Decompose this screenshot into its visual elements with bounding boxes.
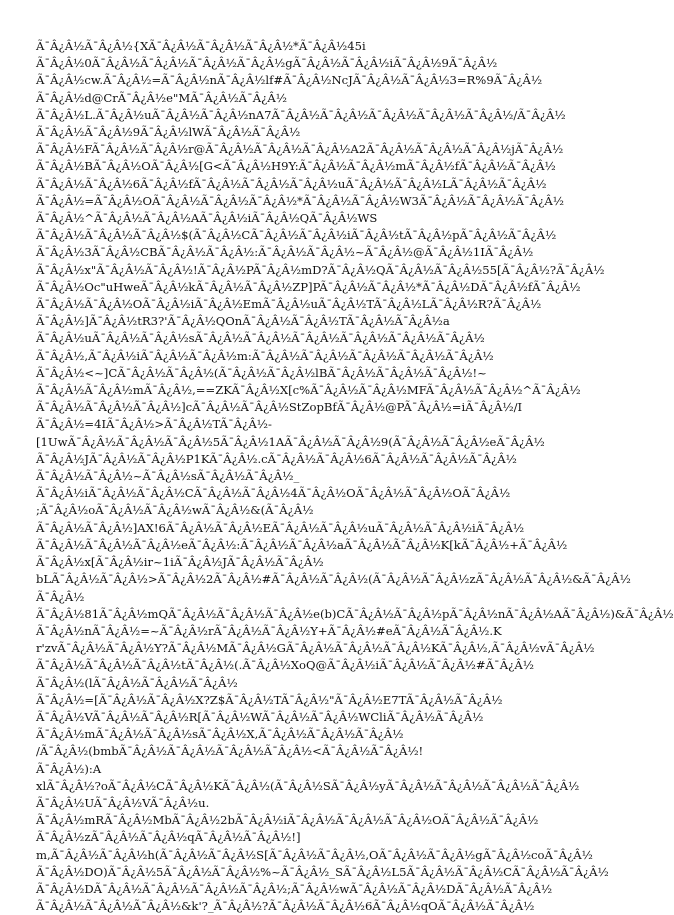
text-line: Ã¯Â¿Â½FÃ¯Â¿Â½Ã¯Â¿Â½r@Ã¯Â¿Â½Ã¯Â¿Â½Ã¯Â¿Â½A2Ã¯Â¿Â½Ã¯Â¿Â½Ã¯Â¿Â½jÃ¯Â¿Â½ — [36, 142, 564, 157]
text-line: Ã¯Â¿Â½<~]CÃ¯Â¿Â½Ã¯Â¿Â½(Ã¯Â¿Â½Ã¯Â¿Â½lBÃ¯Â¿Â½Ã¯Â¿Â½Ã¯Â¿Â½!~ — [36, 365, 487, 380]
text-line: Ã¯Â¿Â½=[Ã¯Â¿Â½Ã¯Â¿Â½X?Z$Ã¯Â¿Â½TÃ¯Â¿Â½"Ã¯Â¿Â½E7TÃ¯Â¿Â½Ã¯Â¿Â½ — [36, 692, 503, 707]
text-line: Ã¯Â¿Â½ — [36, 589, 85, 604]
text-line: Ã¯Â¿Â½3Ã¯Â¿Â½CBÃ¯Â¿Â½Ã¯Â¿Â½:Ã¯Â¿Â½Ã¯Â¿Â½~Ã¯Â¿Â½@Ã¯Â¿Â½1IÃ¯Â¿Â½ — [36, 245, 534, 260]
text-line: Ã¯Â¿Â½^Ã¯Â¿Â½Ã¯Â¿Â½AÃ¯Â¿Â½iÃ¯Â¿Â½QÃ¯Â¿Â½WS — [36, 211, 378, 226]
text-line: bLÃ¯Â¿Â½Ã¯Â¿Â½>Ã¯Â¿Â½2Ã¯Â¿Â½#Ã¯Â¿Â½Ã¯Â¿Â½(Ã¯Â¿Â½Ã¯Â¿Â½zÃ¯Â¿Â½Ã¯Â¿Â½&Ã¯Â¿Â½ — [36, 572, 631, 587]
text-line: Ã¯Â¿Â½Ã¯Â¿Â½Ã¯Â¿Â½]cÃ¯Â¿Â½Ã¯Â¿Â½StZopBfÃ¯Â¿Â½@PÃ¯Â¿Â½=iÃ¯Â¿Â½/I — [36, 400, 523, 415]
text-line: Ã¯Â¿Â½x"Ã¯Â¿Â½Ã¯Â¿Â½!Ã¯Â¿Â½PÃ¯Â¿Â½mD?Ã¯Â¿Â½QÃ¯Â¿Â½Ã¯Â¿Â½55[Ã¯Â¿Â½?Ã¯Â¿Â½ — [36, 262, 605, 277]
text-line: Ã¯Â¿Â½uÃ¯Â¿Â½Ã¯Â¿Â½sÃ¯Â¿Â½Ã¯Â¿Â½Ã¯Â¿Â½Ã¯Â¿Â½Ã¯Â¿Â½Ã¯Â¿Â½ — [36, 331, 485, 346]
text-line: Ã¯Â¿Â½=4IÃ¯Â¿Â½>Ã¯Â¿Â½TÃ¯Â¿Â½- — [36, 417, 272, 432]
text-line: [1UwÃ¯Â¿Â½Ã¯Â¿Â½Ã¯Â¿Â½5Ã¯Â¿Â½1AÃ¯Â¿Â½Ã¯Â¿Â½9(Ã¯Â¿Â½Ã¯Â¿Â½eÃ¯Â¿Â½ — [36, 434, 545, 449]
text-line: Ã¯Â¿Â½DÃ¯Â¿Â½Ã¯Â¿Â½Ã¯Â¿Â½Ã¯Â¿Â½;Ã¯Â¿Â½wÃ¯Â¿Â½Ã¯Â¿Â½DÃ¯Â¿Â½Ã¯Â¿Â½ — [36, 881, 553, 896]
text-line: Ã¯Â¿Â½Ã¯Â¿Â½Ã¯Â¿Â½&k'?_Ã¯Â¿Â½?Ã¯Â¿Â½Ã¯Â¿Â½6Ã¯Â¿Â½qOÃ¯Â¿Â½Ã¯Â¿Â½ — [36, 899, 535, 914]
text-line: Ã¯Â¿Â½JÃ¯Â¿Â½Ã¯Â¿Â½P1KÃ¯Â¿Â½.cÃ¯Â¿Â½Ã¯Â¿Â½6Ã¯Â¿Â½Ã¯Â¿Â½Ã¯Â¿Â½ — [36, 451, 517, 466]
text-line: Ã¯Â¿Â½d@CrÃ¯Â¿Â½e"MÃ¯Â¿Â½Ã¯Â¿Â½ — [36, 90, 287, 105]
text-line: Ã¯Â¿Â½Ã¯Â¿Â½OÃ¯Â¿Â½iÃ¯Â¿Â½EmÃ¯Â¿Â½uÃ¯Â¿Â½TÃ¯Â¿Â½LÃ¯Â¿Â½R?Ã¯Â¿Â½ — [36, 297, 542, 312]
text-line: Ã¯Â¿Â½nÃ¯Â¿Â½=~Ã¯Â¿Â½rÃ¯Â¿Â½Ã¯Â¿Â½Y+Ã¯Â¿Â½#eÃ¯Â¿Â½Ã¯Â¿Â½.K — [36, 623, 502, 638]
text-line: Ã¯Â¿Â½mÃ¯Â¿Â½Ã¯Â¿Â½sÃ¯Â¿Â½X,Ã¯Â¿Â½Ã¯Â¿Â½Ã¯Â¿Â½ — [36, 727, 404, 742]
text-line: Ã¯Â¿Â½VÃ¯Â¿Â½Ã¯Â¿Â½R[Ã¯Â¿Â½WÃ¯Â¿Â½Ã¯Â¿Â½WCliÃ¯Â¿Â½Ã¯Â¿Â½ — [36, 709, 484, 724]
text-line: Ã¯Â¿Â½0Ã¯Â¿Â½Ã¯Â¿Â½Ã¯Â¿Â½Ã¯Â¿Â½gÃ¯Â¿Â½Ã¯Â¿Â½iÃ¯Â¿Â½9Ã¯Â¿Â½ — [36, 56, 498, 71]
text-line: Ã¯Â¿Â½Ã¯Â¿Â½{XÃ¯Â¿Â½Ã¯Â¿Â½Ã¯Â¿Â½*Ã¯Â¿Â½45i — [36, 39, 366, 53]
text-line: Ã¯Â¿Â½):A — [36, 761, 102, 776]
document-body — [36, 38, 674, 915]
text-line: Ã¯Â¿Â½iÃ¯Â¿Â½Ã¯Â¿Â½CÃ¯Â¿Â½Ã¯Â¿Â½4Ã¯Â¿Â½OÃ¯Â¿Â½Ã¯Â¿Â½OÃ¯Â¿Â½ — [36, 486, 511, 501]
text-line: Ã¯Â¿Â½Ã¯Â¿Â½Ã¯Â¿Â½tÃ¯Â¿Â½(.Ã¯Â¿Â½XoQ@Ã¯Â¿Â½iÃ¯Â¿Â½Ã¯Â¿Â½#Ã¯Â¿Â½ — [36, 658, 534, 673]
text-line: Ã¯Â¿Â½L.Ã¯Â¿Â½uÃ¯Â¿Â½Ã¯Â¿Â½nA7Ã¯Â¿Â½Ã¯Â¿Â½Ã¯Â¿Â½Ã¯Â¿Â½Ã¯Â¿Â½/Ã¯Â¿Â½ — [36, 107, 566, 122]
text-line: Ã¯Â¿Â½=Ã¯Â¿Â½OÃ¯Â¿Â½Ã¯Â¿Â½Ã¯Â¿Â½*Ã¯Â¿Â½Ã¯Â¿Â½W3Ã¯Â¿Â½Ã¯Â¿Â½Ã¯Â¿Â½ — [36, 193, 564, 208]
text-line: Ã¯Â¿Â½Ã¯Â¿Â½Ã¯Â¿Â½eÃ¯Â¿Â½:Ã¯Â¿Â½Ã¯Â¿Â½aÃ¯Â¿Â½Ã¯Â¿Â½K[kÃ¯Â¿Â½+Ã¯Â¿Â½ — [36, 537, 568, 552]
text-line: Ã¯Â¿Â½]Ã¯Â¿Â½tR3?'Ã¯Â¿Â½QOnÃ¯Â¿Â½Ã¯Â¿Â½TÃ¯Â¿Â½Ã¯Â¿Â½a — [36, 314, 450, 329]
text-line: Ã¯Â¿Â½cw.Ã¯Â¿Â½=Ã¯Â¿Â½nÃ¯Â¿Â½lf#Ã¯Â¿Â½NcJÃ¯Â¿Â½Ã¯Â¿Â½3=R%9Ã¯Â¿Â½ — [36, 73, 543, 88]
text-line: Ã¯Â¿Â½Ã¯Â¿Â½9Ã¯Â¿Â½lWÃ¯Â¿Â½Ã¯Â¿Â½ — [36, 125, 301, 140]
text-line: Ã¯Â¿Â½,Ã¯Â¿Â½iÃ¯Â¿Â½Ã¯Â¿Â½m:Ã¯Â¿Â½Ã¯Â¿Â½Ã¯Â¿Â½Ã¯Â¿Â½Ã¯Â¿Â½ — [36, 348, 494, 363]
text-line: Ã¯Â¿Â½UÃ¯Â¿Â½VÃ¯Â¿Â½u. — [36, 795, 210, 810]
text-line: r'zvÃ¯Â¿Â½Ã¯Â¿Â½Y?Ã¯Â¿Â½MÃ¯Â¿Â½GÃ¯Â¿Â½Ã¯Â¿Â½Ã¯Â¿Â½KÃ¯Â¿Â½,Ã¯Â¿Â½vÃ¯Â¿Â½ — [36, 641, 595, 656]
text-line: Ã¯Â¿Â½x[Ã¯Â¿Â½ir~1iÃ¯Â¿Â½JÃ¯Â¿Â½Ã¯Â¿Â½ — [36, 555, 324, 570]
text-line: Ã¯Â¿Â½DO)Ã¯Â¿Â½5Ã¯Â¿Â½Ã¯Â¿Â½%~Ã¯Â¿Â½_SÃ¯Â¿Â½L5Ã¯Â¿Â½Ã¯Â¿Â½CÃ¯Â¿Â½Ã¯Â¿Â½ — [36, 864, 609, 879]
text-line: xlÃ¯Â¿Â½?oÃ¯Â¿Â½CÃ¯Â¿Â½KÃ¯Â¿Â½(Ã¯Â¿Â½SÃ¯Â¿Â½yÃ¯Â¿Â½Ã¯Â¿Â½Ã¯Â¿Â½Ã¯Â¿Â½ — [36, 778, 580, 793]
text-line: /Ã¯Â¿Â½(bmbÃ¯Â¿Â½Ã¯Â¿Â½Ã¯Â¿Â½Ã¯Â¿Â½<Ã¯Â¿Â½Ã¯Â¿Â½! — [36, 744, 424, 759]
text-line: Ã¯Â¿Â½Ã¯Â¿Â½~Ã¯Â¿Â½sÃ¯Â¿Â½Ã¯Â¿Â½_ — [36, 469, 300, 484]
text-line: Ã¯Â¿Â½(lÃ¯Â¿Â½Ã¯Â¿Â½Ã¯Â¿Â½ — [36, 675, 238, 690]
text-line: Ã¯Â¿Â½mRÃ¯Â¿Â½MbÃ¯Â¿Â½2bÃ¯Â¿Â½iÃ¯Â¿Â½Ã¯Â¿Â½Ã¯Â¿Â½OÃ¯Â¿Â½Ã¯Â¿Â½ — [36, 813, 539, 828]
text-line: m,Ã¯Â¿Â½Ã¯Â¿Â½h(Ã¯Â¿Â½Ã¯Â¿Â½S[Ã¯Â¿Â½Ã¯Â¿Â½,OÃ¯Â¿Â½Ã¯Â¿Â½gÃ¯Â¿Â½coÃ¯Â¿Â½ — [36, 847, 593, 862]
text-line: Ã¯Â¿Â½Ã¯Â¿Â½6Ã¯Â¿Â½fÃ¯Â¿Â½Ã¯Â¿Â½Ã¯Â¿Â½uÃ¯Â¿Â½Ã¯Â¿Â½LÃ¯Â¿Â½Ã¯Â¿Â½ — [36, 176, 547, 191]
text-line: Ã¯Â¿Â½BÃ¯Â¿Â½OÃ¯Â¿Â½[G<Ã¯Â¿Â½H9Y:Ã¯Â¿Â½Ã¯Â¿Â½mÃ¯Â¿Â½fÃ¯Â¿Â½Ã¯Â¿Â½ — [36, 159, 556, 174]
text-line: Ã¯Â¿Â½81Ã¯Â¿Â½mQÃ¯Â¿Â½Ã¯Â¿Â½Ã¯Â¿Â½e(b)CÃ¯Â¿Â½Ã¯Â¿Â½pÃ¯Â¿Â½nÃ¯Â¿Â½AÃ¯Â¿Â½)&Ã¯Â¿Â½ — [36, 606, 674, 621]
text-line: Ã¯Â¿Â½Ã¯Â¿Â½]AX!6Ã¯Â¿Â½Ã¯Â¿Â½EÃ¯Â¿Â½Ã¯Â¿Â½uÃ¯Â¿Â½Ã¯Â¿Â½iÃ¯Â¿Â½ — [36, 520, 525, 535]
text-line: Ã¯Â¿Â½Oc"uHweÃ¯Â¿Â½kÃ¯Â¿Â½Ã¯Â¿Â½ZP]PÃ¯Â¿Â½Ã¯Â¿Â½*Ã¯Â¿Â½DÃ¯Â¿Â½fÃ¯Â¿Â½ — [36, 279, 581, 294]
text-line: Ã¯Â¿Â½Ã¯Â¿Â½Ã¯Â¿Â½$(Ã¯Â¿Â½CÃ¯Â¿Â½Ã¯Â¿Â½iÃ¯Â¿Â½tÃ¯Â¿Â½pÃ¯Â¿Â½Ã¯Â¿Â½ — [36, 228, 557, 243]
text-line: ;Ã¯Â¿Â½oÃ¯Â¿Â½Ã¯Â¿Â½wÃ¯Â¿Â½&(Ã¯Â¿Â½ — [36, 503, 314, 518]
text-line: Ã¯Â¿Â½Ã¯Â¿Â½mÃ¯Â¿Â½,==ZKÃ¯Â¿Â½X[c%Ã¯Â¿Â½Ã¯Â¿Â½MFÃ¯Â¿Â½Ã¯Â¿Â½^Ã¯Â¿Â½ — [36, 383, 581, 398]
text-line: Ã¯Â¿Â½zÃ¯Â¿Â½Ã¯Â¿Â½qÃ¯Â¿Â½Ã¯Â¿Â½!] — [36, 830, 301, 845]
